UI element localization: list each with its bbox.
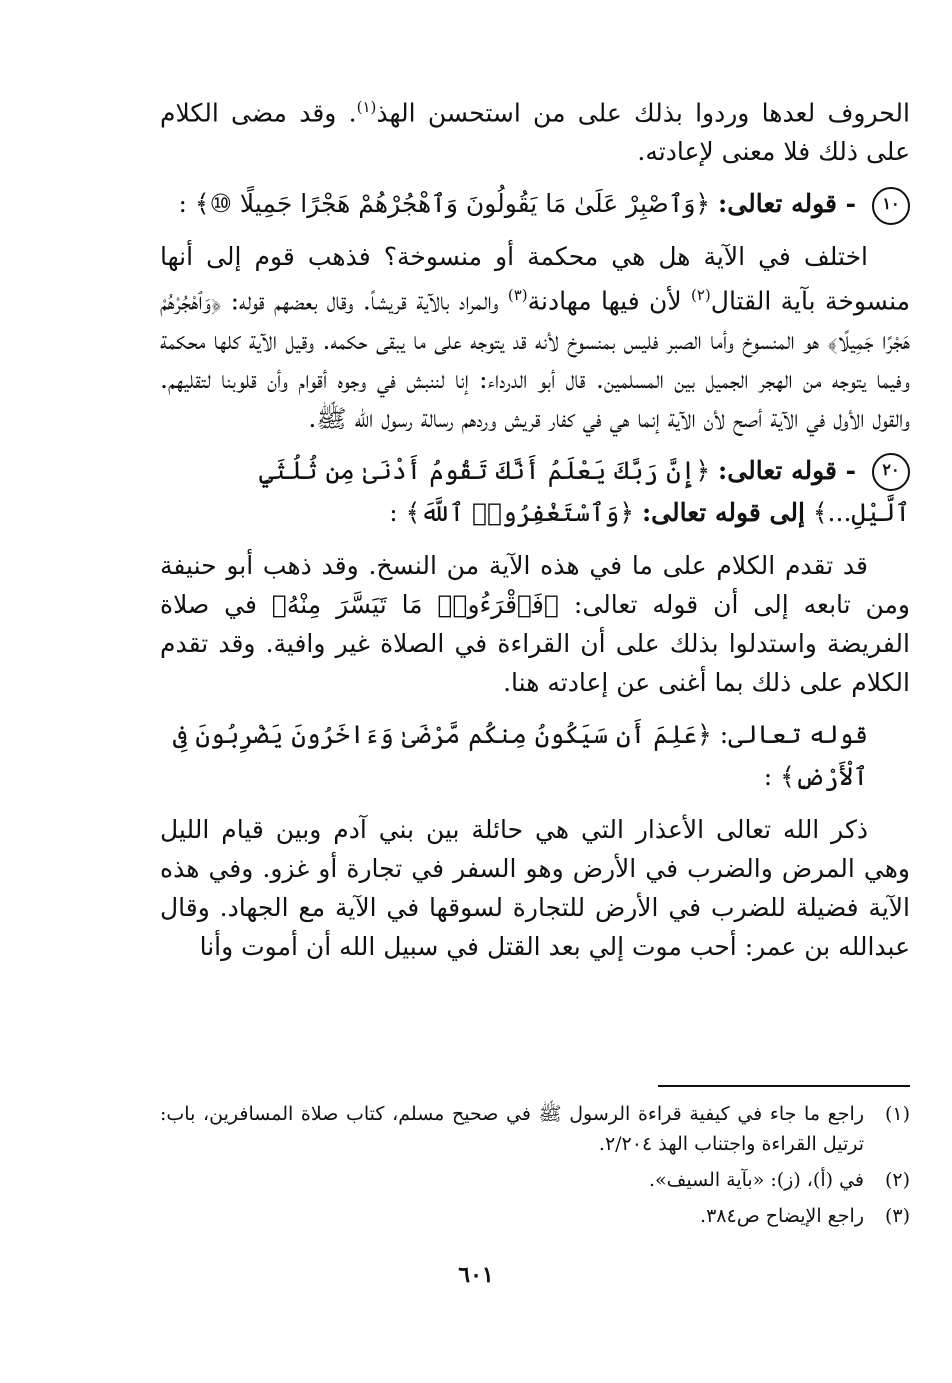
paragraph-3: قد تقدم الكلام على ما في هذه الآية من النسخ. وقد ذهب أبو حنيفة ومن تابعه إلى أن قوله تعالى: ﴿فَٱقْرَءُوا۟ مَا تَيَسَّرَ مِنْهُ﴾ في صلاة الفريضة واستدلوا بذلك على أن القراءة في الصلاة غير وافية. وقد تقدم الكلام على ذلك بما أغنى عن إعادته هنا. bbox=[160, 550, 910, 697]
quran-verse: ﴿وَٱصْبِرْ عَلَىٰ مَا يَقُولُونَ وَٱهْجُرْهُمْ هَجْرًا جَمِيلًا ⑩﴾ bbox=[194, 189, 711, 219]
verse-number-medallion: ١٠ bbox=[872, 187, 910, 225]
verse-heading-10 bbox=[160, 183, 910, 225]
verse-heading-to: إلى قوله تعالى: bbox=[641, 497, 805, 527]
footnote-ref-2[interactable]: (٢) bbox=[691, 286, 711, 305]
footnote-2 bbox=[160, 1165, 910, 1195]
footnote-ref-1[interactable]: (١) bbox=[356, 98, 377, 116]
footnotes bbox=[160, 1085, 910, 1237]
footnote-3 bbox=[160, 1201, 910, 1231]
footnote-number: (١) bbox=[884, 1103, 910, 1125]
footnote-ref-3[interactable]: (٣) bbox=[507, 286, 528, 305]
verse-number-medallion: ٢٠ bbox=[872, 453, 910, 491]
footnote-separator bbox=[658, 1085, 910, 1087]
page-number: ٦٠١ bbox=[458, 1262, 494, 1288]
paragraph-1-tail: . وقد مضى الكلام على ذلك فلا معنى لإعادته. bbox=[160, 98, 910, 167]
verse-heading-20 bbox=[160, 450, 910, 534]
footnote-1 bbox=[160, 1099, 910, 1159]
paragraph-1 bbox=[160, 88, 910, 171]
footnote-number: (٢) bbox=[884, 1169, 910, 1191]
footnote-text: في (أ)، (ز): «بآية السيف». bbox=[649, 1169, 864, 1191]
footnote-text: راجع الإيضاح ص٣٨٤. bbox=[700, 1205, 864, 1227]
verse-heading-label: قوله تعالى: bbox=[719, 719, 868, 749]
paragraph-2-text-b: لأن فيها مهادنة bbox=[527, 286, 691, 316]
paragraph-2 bbox=[160, 237, 910, 437]
heading-colon: : bbox=[178, 189, 187, 219]
footnote-number: (٣) bbox=[884, 1205, 910, 1227]
verse-heading-label: - قوله تعالى: bbox=[718, 455, 857, 485]
verse-heading-plain bbox=[160, 714, 910, 798]
quran-verse: ﴿إِنَّ رَبَّكَ يَعْلَمُ أَنَّكَ تَقُومُ أَدْنَىٰ مِن ثُلُثَيِ ٱلَّيْلِ...﴾ bbox=[258, 455, 910, 527]
paragraph-1-text: الحروف لعدها وردوا بذلك على من استحسن الهذ bbox=[376, 98, 910, 128]
paragraph-4: ذكر الله تعالى الأعذار التي هي حائلة بين بني آدم وبين قيام الليل وهي المرض والضرب في الأرض وهو السفر في تجارة أو غزو. وفي هذه الآية فضيلة للضرب في الأرض للتجارة لسوقها في الآية مع الجهاد. وقال عبدالله بن عمر: أحب موت إلي بعد القتل في سبيل الله أن أموت وأنا bbox=[160, 814, 910, 961]
quran-verse: ﴿عَلِمَ أَن سَيَكُونُ مِنكُم مَّرْضَىٰ وَءَاخَرُونَ يَضْرِبُونَ فِى ٱلْأَرْضِ﴾ bbox=[172, 719, 868, 791]
heading-colon: : bbox=[389, 497, 398, 527]
footnote-text: راجع ما جاء في كيفية قراءة الرسول ﷺ في صحيح مسلم، كتاب صلاة المسافرين، باب: ترتيل القراءة واجتناب الهذ ٢/٢٠٤. bbox=[160, 1103, 864, 1155]
heading-colon: : bbox=[763, 761, 773, 791]
page-body bbox=[160, 88, 910, 966]
quran-verse-end: ﴿وَٱسْتَغْفِرُوا۟ ٱللَّهَ﴾ bbox=[405, 497, 634, 527]
paragraph-2-text-c: والمراد بالآية قريشاً. وقال بعضهم قوله: ﴿وَٱهْجُرْهُمْ هَجْرًا جَمِيلًا﴾ هو المنسوخ وأما الصبر فليس بمنسوخ لأنه قد يتوجه على ما يبقى حكمه. وقيل الآية كلها محكمة وفيما يتوجه من الهجر الجميل بين المسلمين. قال أبو الدرداء: إنا لننبش في وجوه أقوام وأن قلوبنا لتقليهم. والقول الأول في الآية أصح لأن الآية إنما هي في كفار قريش وردهم رسالة رسول الله ﷺ. bbox=[160, 286, 910, 433]
verse-heading-label: - قوله تعالى: bbox=[718, 189, 857, 219]
paragraph-2-text-a: اختلف في الآية هل هي محكمة أو منسوخة؟ فذهب قوم إلى أنها منسوخة بآية القتال bbox=[160, 242, 911, 316]
